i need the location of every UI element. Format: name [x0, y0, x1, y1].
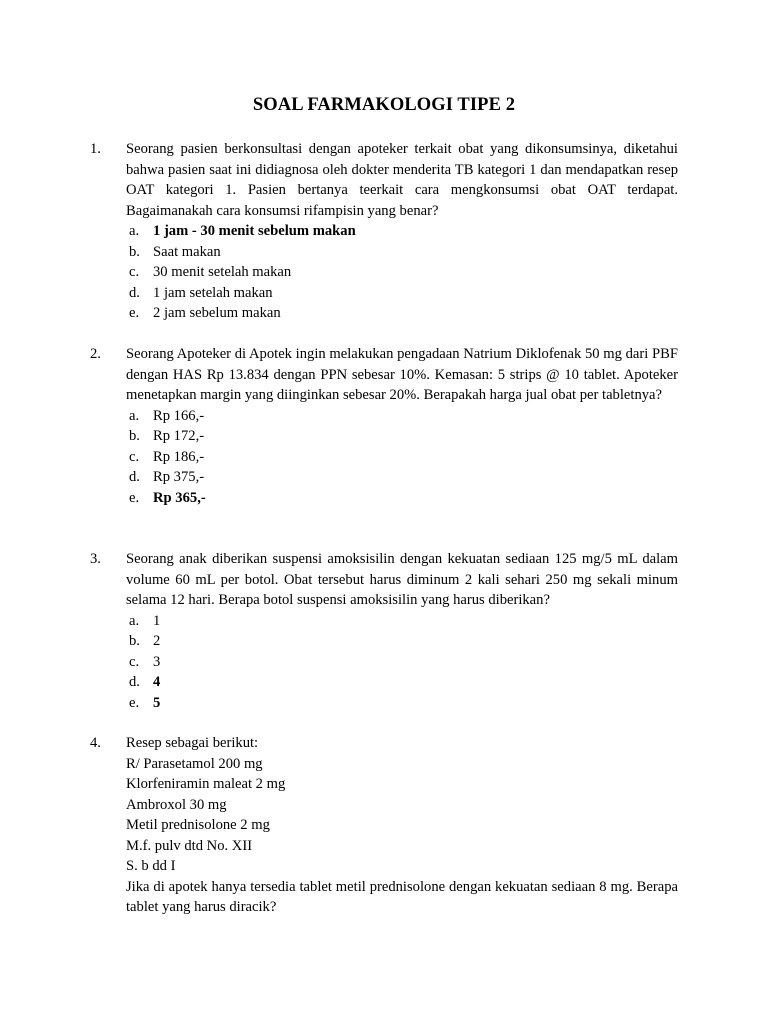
option-text: 1 jam setelah makan [153, 284, 273, 301]
option-c[interactable] [126, 652, 678, 673]
question-text: Seorang Apoteker di Apotek ingin melakukan pengadaan Natrium Diklofenak 50 mg dari PBF dengan HAS Rp 13.834 dengan PPN sebesar 10%. Kemasan: 5 strips @ 10 tablet. Apoteker menetapkan margin yang diinginkan sebesar 20%. Berapakah harga jual obat per tabletnya? [126, 346, 678, 403]
prescription-line: Ambroxol 30 mg [126, 796, 227, 813]
prescription-line: R/ Parasetamol 200 mg [126, 755, 263, 772]
option-text: Rp 166,- [153, 407, 205, 424]
option-letter: b. [129, 633, 140, 649]
prescription-line: M.f. pulv dtd No. XII [126, 837, 253, 854]
question-number: 1. [90, 141, 101, 157]
option-a[interactable] [126, 221, 678, 242]
question-1 [90, 139, 678, 324]
option-letter: a. [129, 407, 140, 424]
option-text: Rp 375,- [153, 469, 205, 485]
option-list [126, 406, 678, 509]
option-letter: a. [129, 223, 140, 239]
option-letter: d. [129, 674, 140, 690]
option-text: Rp 186,- [153, 448, 205, 465]
option-letter: b. [129, 243, 140, 260]
option-c[interactable] [126, 447, 678, 468]
option-b[interactable] [126, 631, 678, 652]
option-c[interactable] [126, 262, 678, 283]
option-list [126, 221, 678, 324]
question-4 [90, 733, 678, 918]
prescription-line: Metil prednisolone 2 mg [126, 817, 270, 833]
option-list [126, 611, 678, 714]
option-e[interactable] [126, 693, 678, 714]
option-text: 2 jam sebelum makan [153, 305, 281, 321]
option-text: 4 [153, 674, 161, 690]
option-letter: b. [129, 428, 140, 444]
option-text: Saat makan [153, 243, 221, 260]
option-text: 1 jam - 30 menit sebelum makan [153, 223, 356, 239]
option-letter: e. [129, 305, 140, 321]
option-a[interactable] [126, 406, 678, 427]
option-letter: c. [129, 653, 140, 670]
option-text: 30 menit setelah makan [153, 264, 292, 280]
option-b[interactable] [126, 426, 678, 447]
option-letter: d. [129, 284, 140, 301]
option-d[interactable] [126, 467, 678, 488]
option-letter: e. [129, 489, 140, 506]
question-3 [90, 549, 678, 713]
prescription-line: S. b dd I [126, 858, 176, 874]
question-number: 3. [90, 551, 101, 567]
option-letter: c. [129, 448, 140, 465]
option-text: 3 [153, 653, 161, 670]
option-b[interactable] [126, 242, 678, 263]
question-number: 4. [90, 735, 101, 751]
question-text: Seorang pasien berkonsultasi dengan apoteker terkait obat yang dikonsumsinya, diketahui bahwa pasien saat ini didiagnosa oleh dokter menderita TB kategori 1 dan mendapatkan resep OAT kategori 1. Pasien bertanya teerkait cara mengkonsumsi obat OAT terdapat. Bagaimanakah cara konsumsi rifampisin yang benar? [126, 141, 678, 219]
question-text: Jika di apotek hanya tersedia tablet metil prednisolone dengan kekuatan sediaan 8 mg. Berapa tablet yang harus diracik? [126, 878, 678, 915]
page-title: SOAL FARMAKOLOGI TIPE 2 [252, 95, 516, 115]
question-text: Seorang anak diberikan suspensi amoksisilin dengan kekuatan sediaan 125 mg/5 mL dalam volume 60 mL per botol. Obat tersebut harus diminum 2 kali sehari 250 mg sekali minum selama 12 hari. Berapa botol suspensi amoksisilin yang harus diberikan? [126, 551, 678, 608]
option-letter: e. [129, 694, 140, 711]
prescription-line: Klorfeniramin maleat 2 mg [126, 776, 286, 792]
option-text: 5 [153, 694, 161, 711]
option-a[interactable] [126, 611, 678, 632]
option-text: 2 [153, 633, 161, 649]
option-text: Rp 365,- [153, 489, 206, 506]
question-number: 2. [90, 346, 101, 362]
option-letter: c. [129, 264, 140, 280]
option-e[interactable] [126, 488, 678, 509]
option-d[interactable] [126, 283, 678, 304]
prescription-line: Resep sebagai berikut: [126, 735, 259, 751]
option-d[interactable] [126, 672, 678, 693]
option-letter: d. [129, 469, 140, 485]
option-text: 1 [153, 612, 161, 629]
question-2 [90, 344, 678, 508]
option-text: Rp 172,- [153, 428, 205, 444]
option-e[interactable] [126, 303, 678, 324]
option-letter: a. [129, 612, 140, 629]
